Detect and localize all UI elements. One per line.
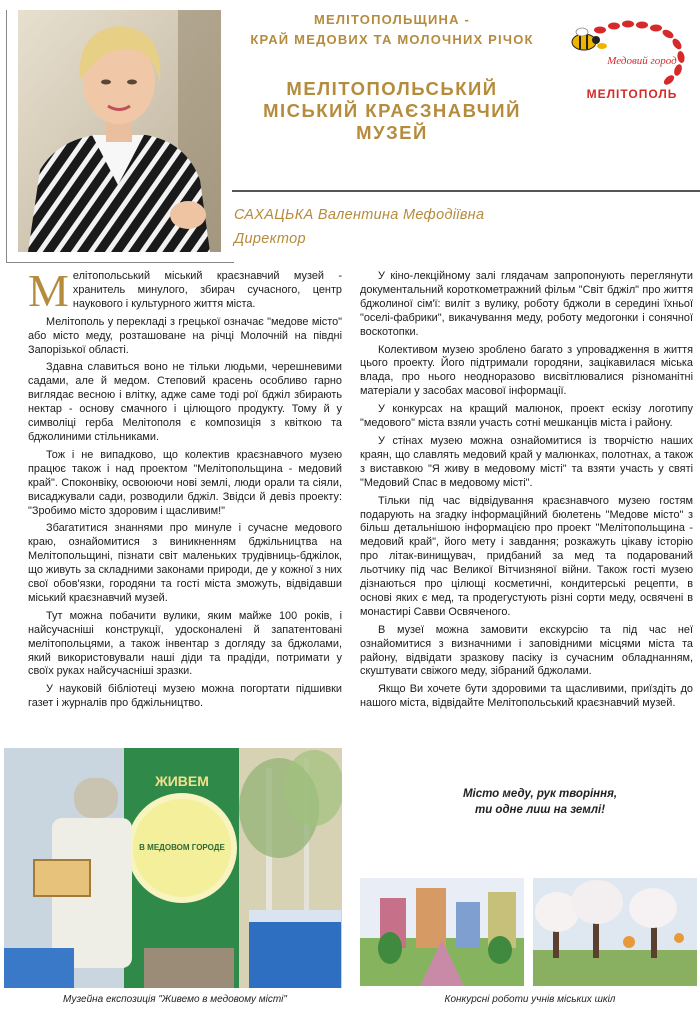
article-paragraph — [28, 265, 342, 316]
logo-inner-text: Медовий город — [607, 55, 677, 67]
student-drawing-city-illustration — [360, 878, 524, 986]
article-paragraph: У науковій бібліотеці музею можна погортати підшивки газет і журналів про бджільництво. — [28, 683, 342, 710]
article-paragraph: У стінах музею можна ознайомитися із творчістю наших краян, що славлять медовий край у малюнках, полотнах, а також з виставкою "Я живу в медовому місті" та взяти участь у святі "Медовий Спас в медовому місті". — [360, 434, 693, 489]
museum-title-line2: МІСЬКИЙ КРАЄЗНАВЧИЙ — [263, 100, 521, 121]
motto-line2: ти одне лиш на землі! — [474, 804, 606, 816]
region-title-line2: КРАЙ МЕДОВИХ ТА МОЛОЧНИХ РІЧОК — [250, 32, 534, 47]
drop-cap: М — [28, 265, 69, 316]
director-role: Директор — [234, 231, 306, 247]
portrait-illustration — [18, 10, 221, 252]
frame-bottom-rule — [6, 262, 234, 263]
article-paragraph: У кіно-лекційному залі глядачам запропонують переглянути документальний короткометражний фільм "Світ бджіл" про життя бджолиної сім'ї: виліт з вулику, роботу бджоли в середині їхньої "оселі-фабрики", викачування меду, роботу медогонки і сонячної воскотопки. — [360, 270, 693, 338]
motto-line1: Місто меду, рук творіння, — [462, 788, 618, 800]
museum-title — [232, 78, 552, 144]
exhibit-sign-line1: ЖИВЕМ — [155, 773, 209, 789]
region-title-line1: МЕЛІТОПОЛЬЩИНА - — [313, 12, 471, 27]
article-paragraph: В музеї можна замовити екскурсію та під час неї ознайомитися з визначними і заповідними місцями міста та району, відвідати зразкову пасіку із сучасним обладнанням, скуштувати свіжого меду, зібраний бджолами. — [360, 623, 693, 678]
header-divider — [232, 190, 700, 192]
article-column-left — [28, 265, 342, 715]
article-paragraph: Мелітополь у перекладі з грецької означає "медове місто" або місто меду, розташоване на річці Молочній на півдні Запорізької області. — [28, 315, 342, 356]
exhibit-sign-line2: В МЕДОВОМ ГОРОДЕ — [139, 843, 225, 852]
article-paragraph: Колективом музею зроблено багато з упровадження в життя цього проекту. Його підтримали городяни, зацікавилася міська влада, про нього неодноразово висвітлювалися різноманітні матеріали у засобах масової інформації. — [360, 343, 693, 398]
honey-city-logo-graphic — [562, 12, 692, 102]
museum-title-line3: МУЗЕЙ — [356, 122, 428, 143]
article-paragraph: Тож і не випадково, що колектив краєзнавчого музею працює також і над проектом "Мелітопольщина - медовий край". Споконвіку, освоюючи нові землі, люди орали та сіяли, висаджували сади, розводили бджіл. Звідси й девіз проекту: "Зробимо місто здоровим і щасливим!" — [28, 448, 342, 517]
museum-exhibit-illustration — [4, 748, 342, 988]
student-drawing-city — [360, 878, 524, 986]
student-drawing-garden-illustration — [533, 878, 697, 986]
article-paragraph: У конкурсах на кращий малюнок, проект ескізу логотипу "медового" міста взяли участь сотні мешканців міста і району. — [360, 403, 693, 430]
article-paragraph: Тут можна побачити вулики, яким майже 100 років, і найсучасніші конструкції, удосконалені й запатентовані мелітопольцями, а також інвентар з догляду за бджолами, який використовували наші діди та прадіди, потримати у своїх руках найсучасніші зразки. — [28, 609, 342, 678]
article-paragraph: Тільки під час відвідування краєзнавчого музею гостям подарують на згадку інформаційний бюлетень "Медове місто" з більш детальнішою інформацією про проект "Мелітопольщина - медовий край", його мету і завдання; розкажуть цікаву історію про літак-винищувач, придбаний за мед та подарований льотчику під час Великої Вітчизняної війни. Також гості музею дізнаються про цілющі косметичні, кондитерські рецепти, в основі яких є мед, та продегустують різні сорти меду, освячені в монастирі Савви Освяченого. — [360, 494, 693, 618]
article-column-right — [360, 270, 693, 715]
museum-title-line1: МЕЛІТОПОЛЬСЬКИЙ — [286, 78, 498, 99]
director-name: САХАЦЬКА Валентина Мефодіївна — [234, 207, 485, 223]
logo-city-text: МЕЛІТОПОЛЬ — [586, 87, 678, 101]
region-title — [232, 10, 552, 50]
article-paragraph: Здавна славиться воно не тільки людьми, черешневими садами, але й медом. Степовий красень особливо гарно виглядає весною і влітку, адже саме тоді рої бджіл збирають нектар - основу смачного і цілющого продукту. Тому й у символіці герба Мелітополя є композиція з квіткою та бджолиними стільниками. — [28, 361, 342, 443]
student-drawing-garden — [533, 878, 697, 986]
motto — [440, 786, 640, 818]
article-paragraph: Якщо Ви хочете бути здоровими та щасливими, приїздіть до нашого міста, відвідайте Мелітопольський краєзнавчий музей. — [360, 683, 693, 710]
director-portrait — [18, 10, 221, 252]
photo-caption-drawings: Конкурсні роботи учнів міських шкіл — [444, 994, 616, 1005]
paragraph-text: елітопольський міський краєзнавчий музей - хранитель минулого, збирач сучасного, центр наукового і культурного життя міста. — [72, 270, 342, 310]
photo-caption-museum: Музейна експозиція "Живемо в медовому місті" — [63, 994, 287, 1005]
article-paragraph: Збагатитися знаннями про минуле і сучасне медового краю, ознайомитися з виникненням бджільництва на Мелітопольщині, пізнати світ маленьких трудівниць-бджілок, що живуть за складними законами природи, де у кожної з них свої обов'язки, городяни та гості міста зможуть, відвідавши міський краєзнавчий музей. — [28, 522, 342, 604]
frame-left-rule — [6, 10, 7, 262]
honey-city-logo — [562, 12, 692, 102]
museum-exhibit-photo — [4, 748, 342, 988]
